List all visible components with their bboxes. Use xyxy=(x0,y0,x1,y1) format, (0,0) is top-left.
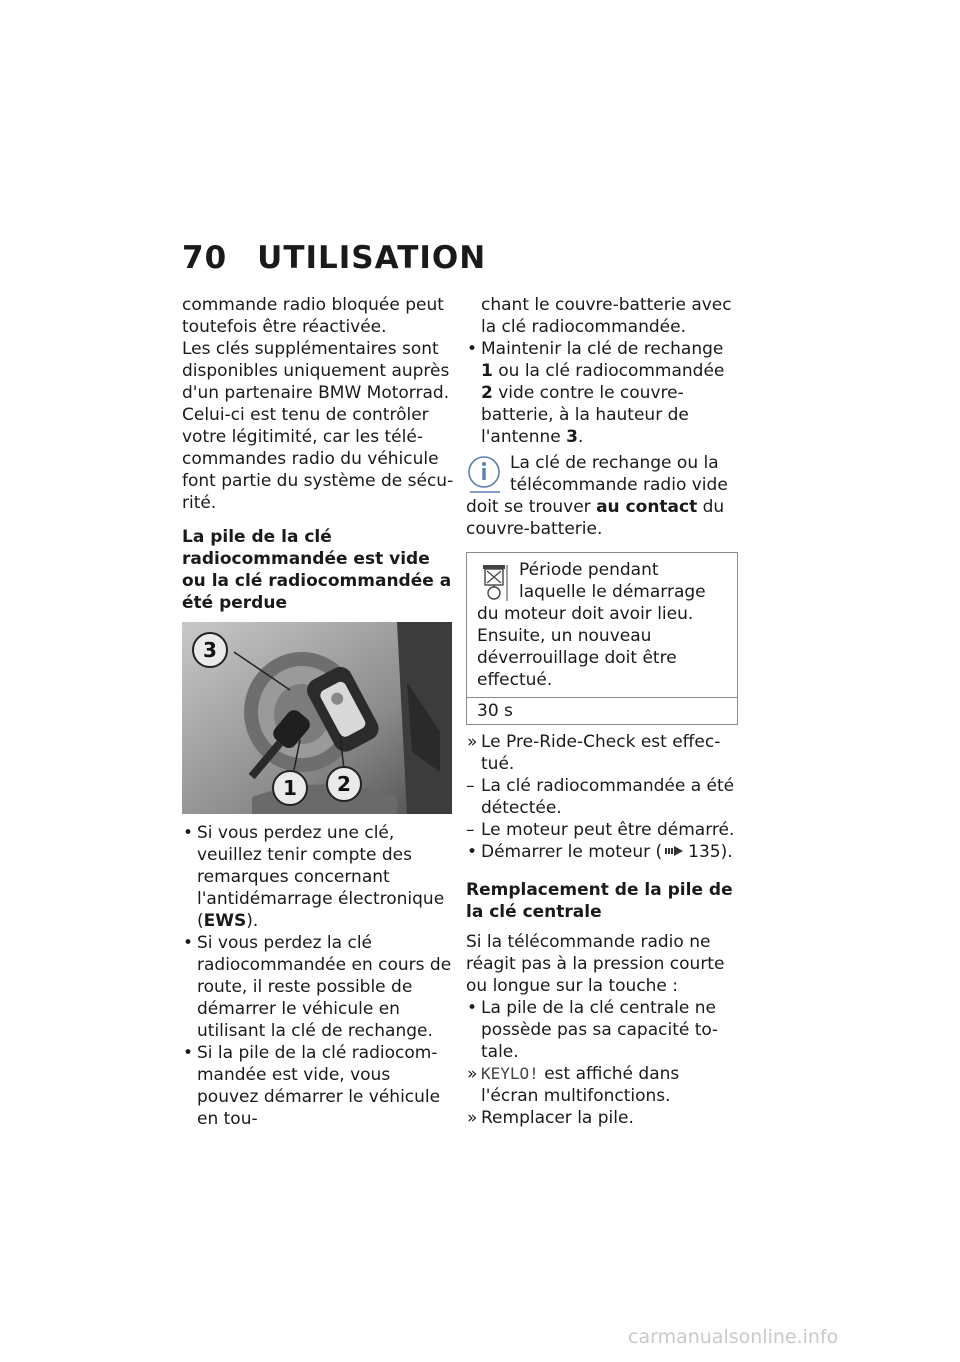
time-limit-box xyxy=(466,552,738,725)
timebox-description: Période pendant laquelle le démarrage du moteur doit avoir lieu. Ensuite, un nouveau déverrouillage doit être effectué. xyxy=(477,560,706,690)
list-item: • Démarrer le moteur ( 135). xyxy=(466,841,738,863)
key-fob-photo xyxy=(182,622,452,814)
info-icon xyxy=(466,454,502,496)
section-heading: La pile de la clé radiocommandée est vide ou la clé radiocommandée a été perdue xyxy=(182,527,452,613)
callout-1 xyxy=(273,771,307,805)
watermark: carmanualsonline.info xyxy=(628,1326,839,1348)
timer-key-icon xyxy=(477,561,511,603)
ews-term: EWS xyxy=(203,911,247,931)
page-header xyxy=(182,240,486,280)
chapter-title: UTILISATION xyxy=(257,240,487,276)
callout-label: 3 xyxy=(203,638,217,662)
emphasis: au contact xyxy=(596,497,698,517)
paragraph: chant le couvre-batterie avec la clé radiocommandée. xyxy=(481,295,732,337)
left-column xyxy=(182,294,454,1130)
result-item: » KEYLO! est affiché dans l'écran multifonctions. xyxy=(466,1063,738,1107)
list-item: • Si vous perdez une clé, veuillez tenir compte des remarques concernant l'antidémarrage électronique (EWS). xyxy=(182,822,454,932)
paragraph: Si la télécommande radio ne réagit pas à la pression courte ou longue sur la touche : xyxy=(466,932,725,996)
dash-item: – La clé radiocommandée a été détectée. xyxy=(466,775,738,819)
list-item: • Si vous perdez la clé radiocommandée en cours de route, il reste possible de démarrer le véhicule en utilisant la clé de rechange. xyxy=(182,932,454,1042)
paragraph: Les clés supplémentaires sont disponibles uniquement auprès d'un partenaire BMW Motorrad. Celui-ci est tenu de contrôler votre légitimité, car les télécommandes radio du véhicule font partie du système de sécurité. xyxy=(182,339,454,513)
info-note: La clé de rechange ou la télécommande radio vide doit se trouver au contact du couvre-batterie. xyxy=(466,453,728,539)
result-item: » Remplacer la pile. xyxy=(466,1107,738,1129)
callout-label: 1 xyxy=(283,776,297,800)
page-number: 70 xyxy=(182,240,228,276)
callout-3 xyxy=(193,633,227,667)
result-item: » Le Pre-Ride-Check est effectué. xyxy=(466,731,738,775)
callout-2 xyxy=(327,767,361,801)
list-item: • La pile de la clé centrale ne possède pas sa capacité totale. xyxy=(466,997,738,1063)
page-reference-arrow-icon xyxy=(665,845,685,857)
right-column xyxy=(466,294,738,1129)
list-item: • Si la pile de la clé radiocommandée est vide, vous pouvez démarrer le véhicule en tou- xyxy=(182,1042,454,1130)
paragraph: commande radio bloquée peut toutefois être réactivée. xyxy=(182,295,444,337)
page-ref: 135 xyxy=(688,842,721,862)
dash-item: – Le moteur peut être démarré. xyxy=(466,819,738,841)
list-item: • Maintenir la clé de rechange 1 ou la clé radiocommandée 2 vide contre le couvre-batterie, à la hauteur de l'antenne 3. xyxy=(466,338,738,448)
display-code: KEYLO! xyxy=(481,1064,539,1083)
timebox-value: 30 s xyxy=(477,701,513,721)
callout-label: 2 xyxy=(337,772,351,796)
section-heading: Remplacement de la pile de la clé centrale xyxy=(466,880,733,922)
